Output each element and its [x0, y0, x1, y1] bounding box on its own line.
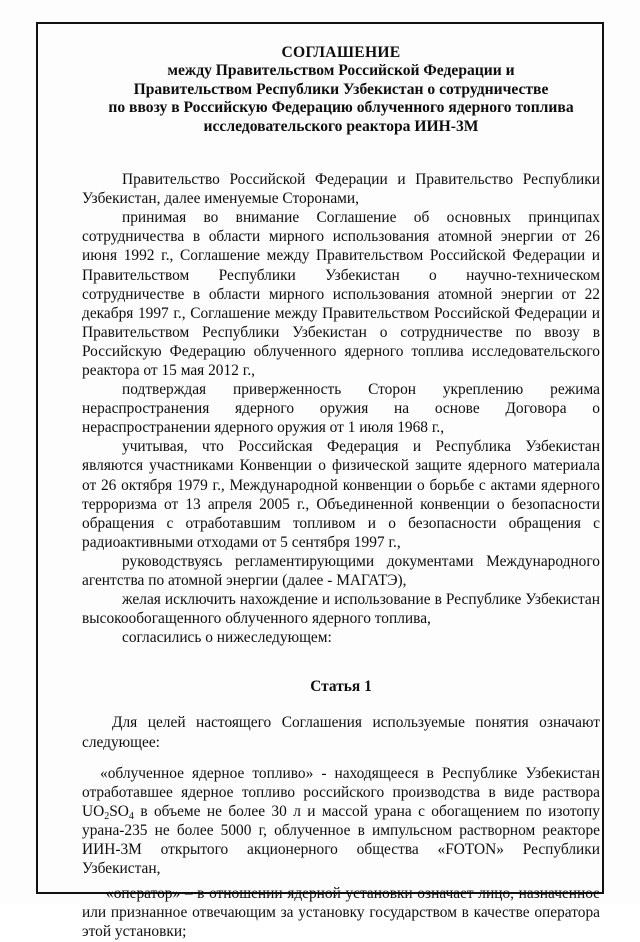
title-spacer [82, 136, 600, 170]
title-line-5: исследовательского реактора ИИН-3М [203, 117, 479, 135]
preamble-confirming: подтверждая приверженность Сторон укреплению режима нераспространения ядерного оружия на основе Договора о нераспространении ядерного оружия от 1 июля 1968 г., [82, 381, 600, 437]
preamble-parties: Правительство Российской Федерации и Правительство Республики Узбекистан, далее именуемые Сторонами, [82, 171, 600, 208]
preamble-taking-into-account: учитывая, что Российская Федерация и Республика Узбекистан являются участниками Конвенции о физической защите ядерного материала от 26 октября 1979 г., Международной конвенции о борьбе с актами ядерного терроризма от 13 апреля 2005 г., Объединенной конвенции о безопасности обращения с отработавшим топливом и о безопасности обращения с радиоактивными отходами от 5 сентября 1997 г., [82, 438, 600, 551]
document-body [82, 44, 600, 942]
definition-irradiated-fuel-text-a: «облученное ядерное топливо» - находящееся в Республике Узбекистан отработавшее ядерное топливо российского производства в виде раствора [82, 764, 600, 801]
chemical-formula: $UO_2SO_4$ [82, 802, 134, 822]
article-1-heading: Статья 1 [310, 678, 372, 696]
definition-operator: «оператор» – в отношении ядерной установки означает лицо, назначенное или признанное отвечающим за установку государством в качестве оператора этой установки; [82, 885, 600, 941]
preamble-guided-by: руководствуясь регламентирующими документами Международного агентства по атомной энергии (далее - МАГАТЭ), [82, 552, 600, 589]
document-title [82, 44, 600, 136]
definition-irradiated-fuel [82, 764, 600, 879]
preamble-considering: принимая во внимание Соглашение об основных принципах сотрудничества в области мирного использования атомной энергии от 26 июня 1992 г., Соглашение между Правительством Российской Федерации и Правительством Республики Узбекистан о научно-техническом сотрудничестве в области мирного использования атомной энергии от 22 декабря 1997 г., Соглашение между Правительством Российской Федерации и Правительством Республики Узбекистан о сотрудничестве по ввозу в Российскую Федерацию облученного ядерного топлива исследовательского реактора от 15 мая 2012 г., [82, 209, 600, 379]
definition-irradiated-fuel-text-b: в объеме не более 30 л и массой урана с обогащением по изотопу урана-235 не более 5000 г, облученное в импульсном растворном реакторе ИИН-3М открытого акционерного общества «FOTON» Республики Узбекистан, [82, 802, 600, 878]
title-line-3: Правительством Республики Узбекистан о сотрудничестве [133, 80, 549, 98]
preamble-agreed: согласились о нижеследующем: [122, 629, 332, 647]
article-1-intro: Для целей настоящего Соглашения используемые понятия означают следующее: [82, 714, 600, 751]
preamble-wishing: желая исключить нахождение и использование в Республике Узбекистан высокообогащенного облученного ядерного топлива, [82, 591, 600, 628]
title-main: СОГЛАШЕНИЕ [281, 44, 401, 61]
title-line-4: по ввозу в Российскую Федерацию облученного ядерного топлива [108, 99, 574, 117]
title-line-2: между Правительством Российской Федерации и [167, 62, 515, 80]
